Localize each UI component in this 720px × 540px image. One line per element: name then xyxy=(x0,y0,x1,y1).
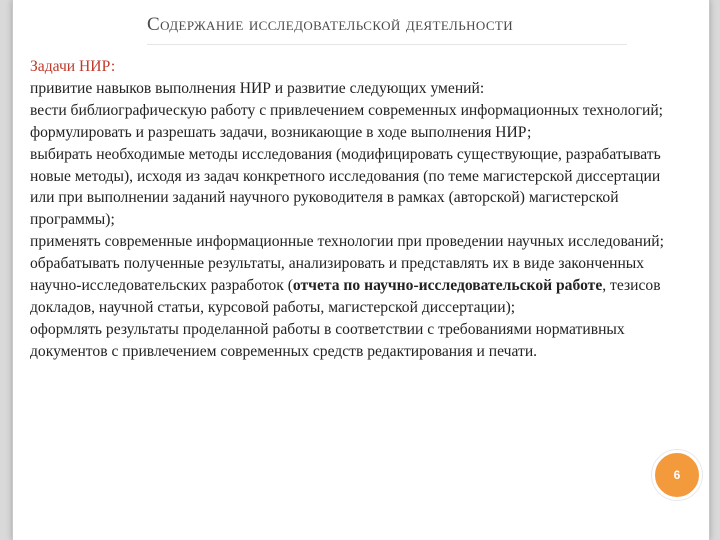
slide-title: Содержание исследовательской деятельности xyxy=(147,14,514,35)
page-number-badge: 6 xyxy=(652,450,702,500)
list-item: привитие навыков выполнения НИР и развитие следующих умений: xyxy=(30,79,485,97)
bold-emphasis: отчета по научно-исследовательской работе xyxy=(292,277,603,295)
content-heading: Задачи НИР: xyxy=(30,58,116,75)
list-item: вести библиографическую работу с привлечением современных информационных технологий; xyxy=(30,101,664,119)
title-divider xyxy=(147,44,627,45)
list-item-text: обрабатывать полученные результаты, анализировать и представлять их в виде законченных научно-исследовательских разработок ( xyxy=(30,255,645,295)
slide-content xyxy=(30,56,670,363)
list-item: формулировать и разрешать задачи, возникающие в ходе выполнения НИР; xyxy=(30,123,532,141)
slide xyxy=(12,0,710,540)
list-item-text: , тезисов докладов, научной статьи, курсовой работы, магистерской диссертации); xyxy=(30,277,661,316)
list-item: применять современные информационные технологии при проведении научных исследований; xyxy=(30,233,664,251)
list-item: выбирать необходимые методы исследования (модифицировать существующие, разрабатывать новые методы), исходя из задач конкретного исследования (по теме магистерской диссертации или при выполнении заданий научного руководителя в рамках (авторской) магистерской программы); xyxy=(30,145,661,229)
list-item xyxy=(30,253,670,319)
list-item: оформлять результаты проделанной работы в соответствии с требованиями нормативных документов с привлечением современных средств редактирования и печати. xyxy=(30,320,625,360)
